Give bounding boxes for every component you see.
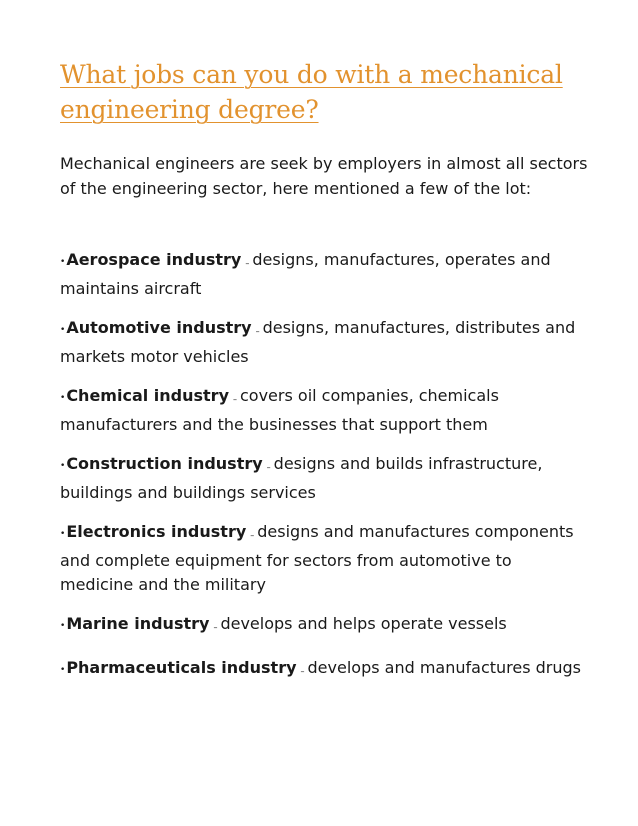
industry-name: Aerospace industry xyxy=(66,250,242,269)
industry-description: covers oil companies, chemicals manufacturers and the businesses that support them xyxy=(60,386,499,434)
dash-separator: – xyxy=(245,259,250,268)
dash-separator: – xyxy=(255,327,260,336)
list-item xyxy=(60,384,590,437)
bullet-icon: • xyxy=(60,461,66,471)
bullet-icon: • xyxy=(60,665,66,675)
dash-separator: – xyxy=(233,395,237,404)
industry-description: develops and manufactures drugs xyxy=(307,658,582,677)
dash-separator: – xyxy=(300,667,305,676)
bullet-icon: • xyxy=(60,393,66,403)
list-item xyxy=(60,452,590,505)
dash-separator: – xyxy=(250,531,255,540)
industry-description: designs and builds infrastructure, buildings and buildings services xyxy=(60,454,543,502)
industry-name: Chemical industry xyxy=(66,386,229,405)
bullet-icon: • xyxy=(60,621,66,631)
list-item xyxy=(60,520,590,598)
industry-name: Pharmaceuticals industry xyxy=(66,658,297,677)
dash-separator: – xyxy=(213,623,218,632)
industry-description: designs, manufactures, distributes and markets motor vehicles xyxy=(60,318,576,366)
bullet-icon: • xyxy=(60,257,66,267)
industry-name: Construction industry xyxy=(66,454,263,473)
list-item xyxy=(60,612,590,641)
industry-description: develops and helps operate vessels xyxy=(220,614,507,633)
dash-separator: – xyxy=(266,463,271,472)
list-item xyxy=(60,316,590,369)
bullet-icon: • xyxy=(60,325,66,335)
industry-name: Automotive industry xyxy=(66,318,252,337)
industry-name: Electronics industry xyxy=(66,522,247,541)
industry-description: designs, manufactures, operates and maintains aircraft xyxy=(60,250,551,298)
industry-name: Marine industry xyxy=(66,614,210,633)
industry-description: designs and manufactures components and complete equipment for sectors from automotive to medicine and the military xyxy=(60,522,574,594)
bullet-icon: • xyxy=(60,529,66,539)
list-item xyxy=(60,248,590,301)
list-item xyxy=(60,656,590,685)
document-title: What jobs can you do with a mechanical engineering degree? xyxy=(60,60,563,124)
intro-paragraph: Mechanical engineers are seek by employers in almost all sectors of the engineering sector, here mentioned a few of the lot: xyxy=(60,154,588,198)
